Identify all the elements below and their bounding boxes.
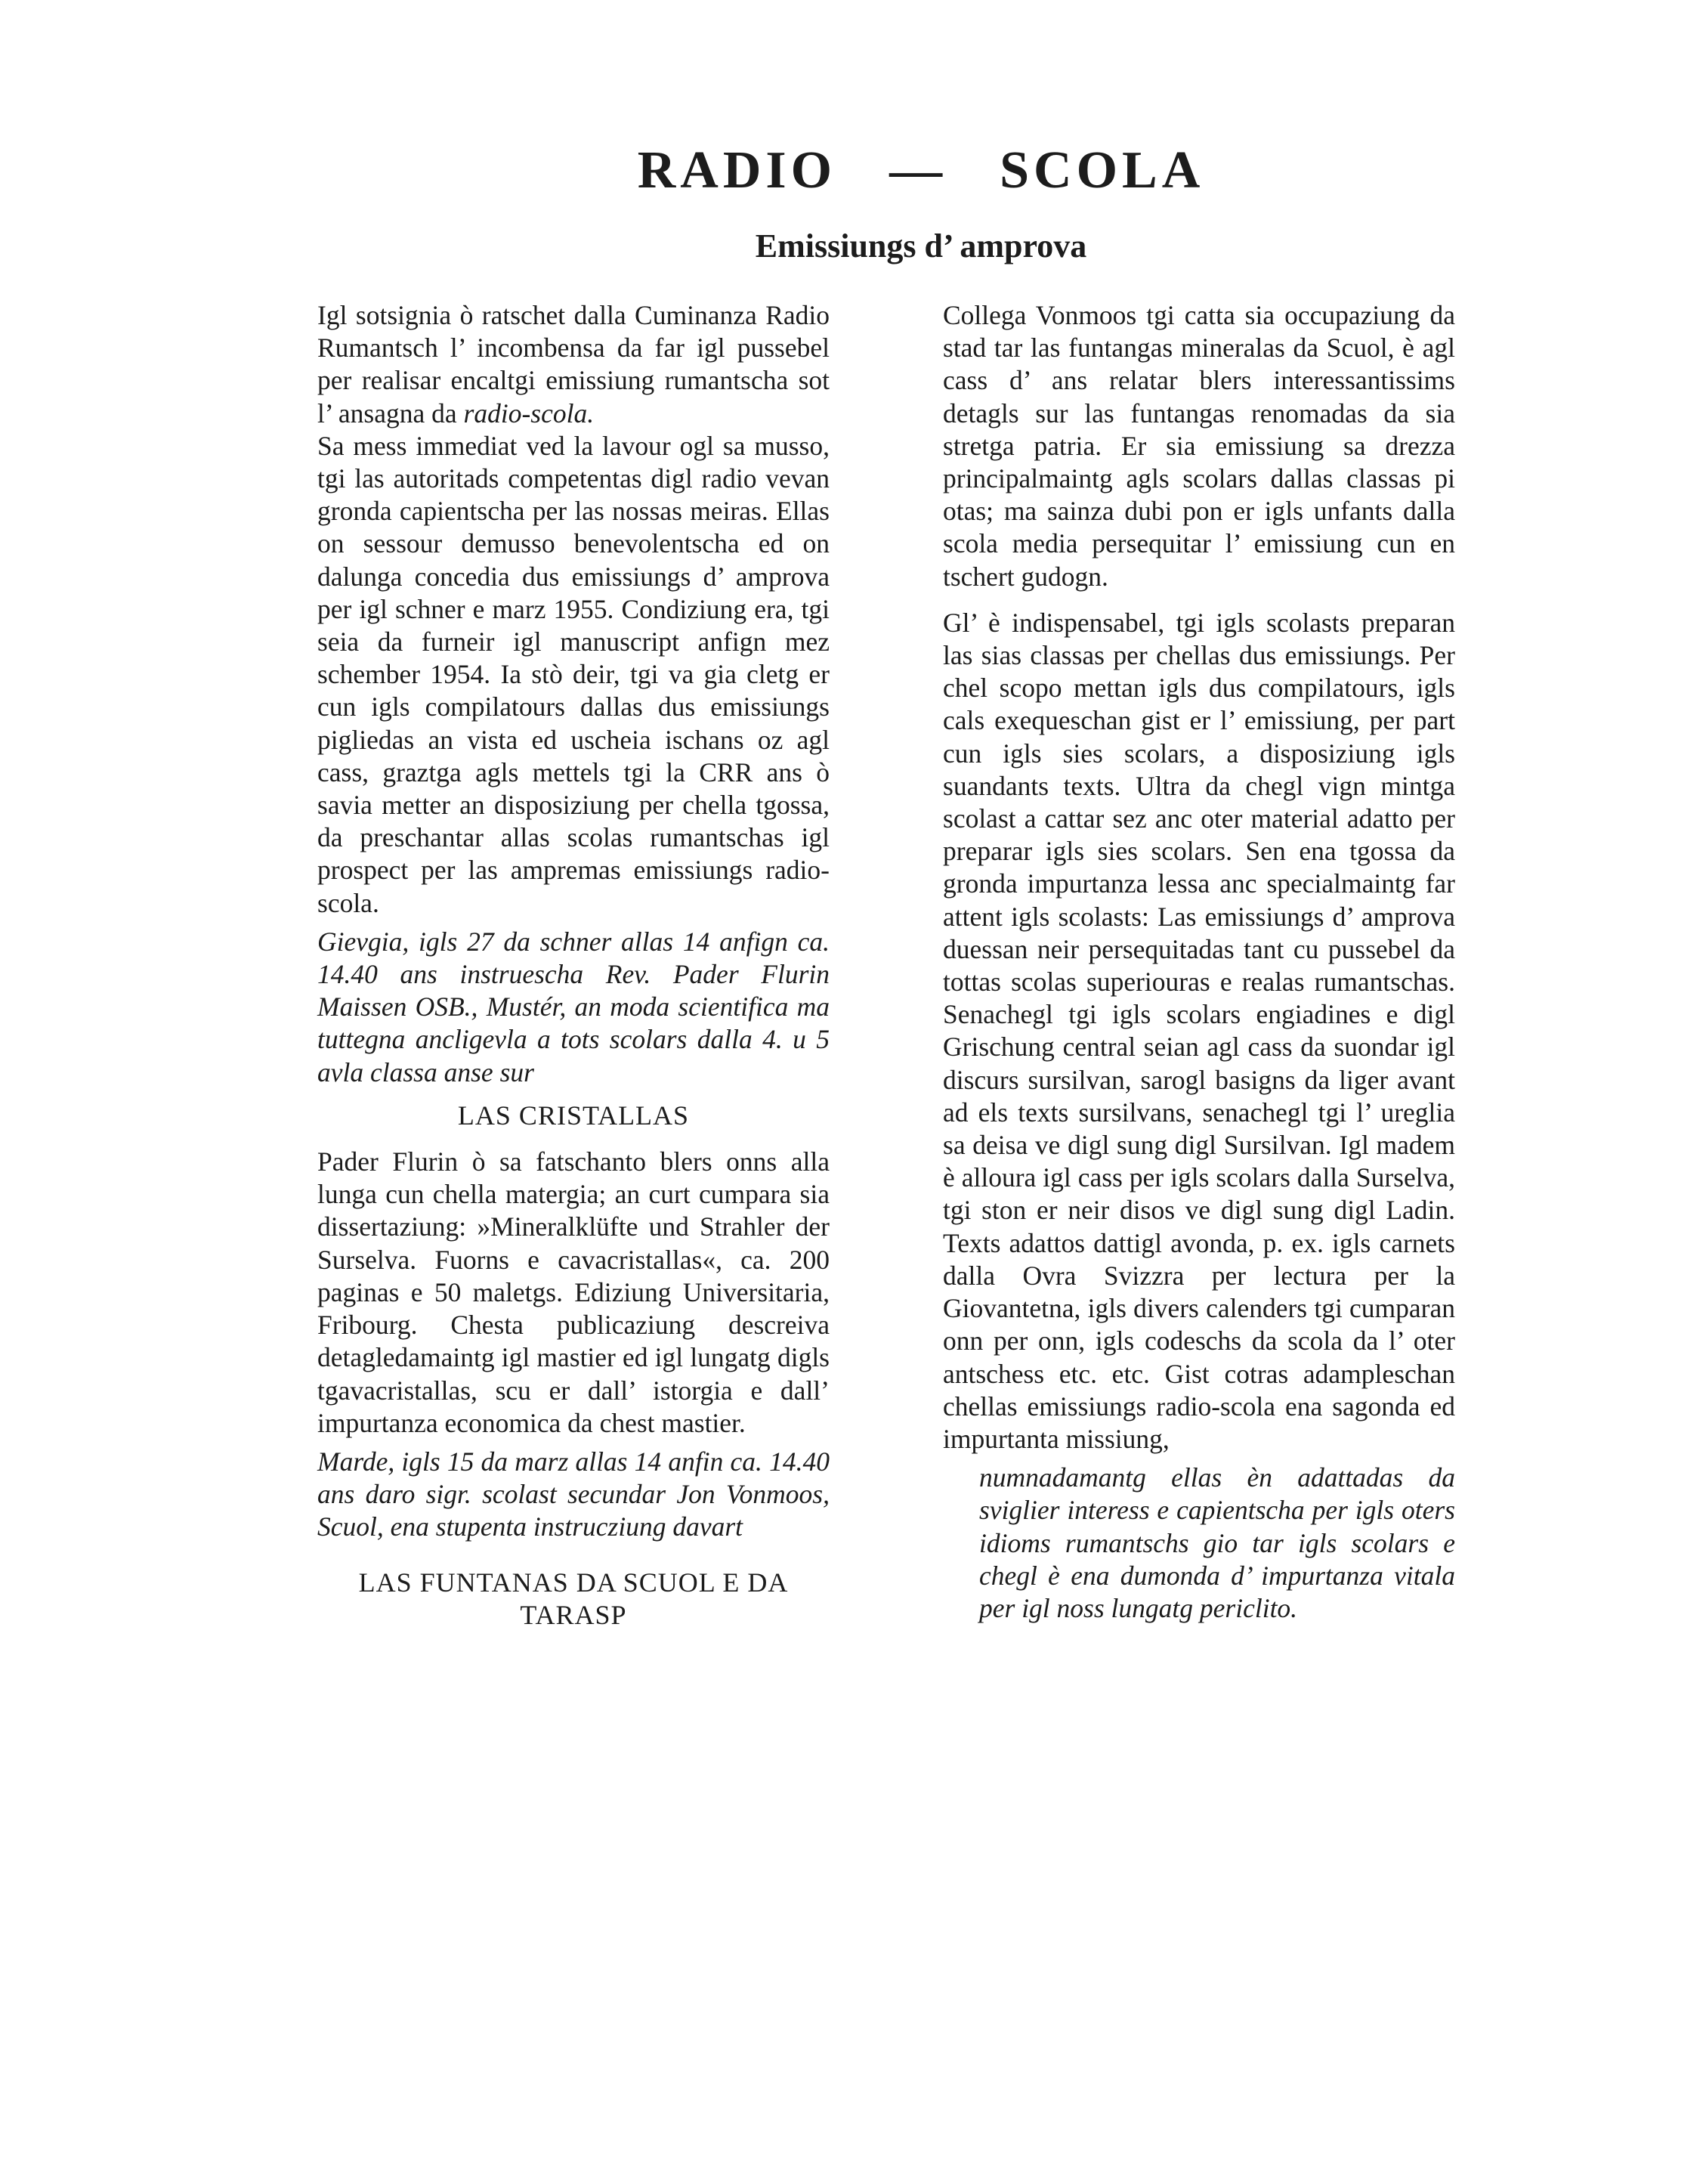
broadcast-one-topic: LAS CRISTALLAS xyxy=(457,1100,690,1131)
broadcast-two-topic: LAS FUNTANAS DA SCUOL E DA TARASP xyxy=(358,1567,789,1630)
broadcast-one-announcement: Gievgia, igls 27 da schner allas 14 anfign ca. 14.40 ans instruescha Rev. Pader Flurin Maissen OSB., Mustér, an moda scientifica ma tuttegna ancligevla a tots scolars dalla 4. u 5 avla classa anse sur xyxy=(317,926,830,1087)
closing-italic: numnadamantg ellas èn adattadas da sviglier interess e capientscha per igls oters idioms rumantschs gio tar igls scolars e chegl è ena dumonda d’ impurtanza vitala per igl noss lungatg periclito. xyxy=(979,1462,1455,1623)
intro-text: Igl sotsignia ò ratschet dalla Cuminanza Radio Rumantsch l’ incombensa da far igl pussebel per realisar encaltgi emissiung rumantscha sot l’ ansagna da xyxy=(317,300,830,428)
title-dash: — xyxy=(889,141,947,200)
paragraph-vonmoos: Collega Vonmoos tgi catta sia occupaziung da stad tar las funtangas mineralas da Scuol, è agl cass d’ ans relatar blers interessantissims detagls sur las funtangas renomadas da sia stretga patria. Er sia emissiung sa drezza principalmaintg agls scolars dallas classas pi otas; ma sainza dubi pon er igls unfants dalla scola media persequitar l’ emissiung cun en tschert gudogn. xyxy=(943,300,1455,592)
right-column xyxy=(943,299,1455,1625)
paragraph-pader-flurin: Pader Flurin ò sa fatschanto blers onns alla lunga cun chella matergia; an curt cumpara sia dissertaziung: »Mineralklüfte und Strahler der Surselva. Fuorns e cavacristallas«, ca. 200 paginas e 50 maletgs. Ediziung Universitaria, Fribourg. Chesta publicaziung descreiva detagledamaintg igl mastier ed igl lungatg digls tgavacristallas, scu er dall’ istorgia e dall’ impurtanza economica da chest mastier. xyxy=(317,1146,830,1438)
paragraph-authorities: Sa mess immediat ved la lavour ogl sa musso, tgi las autoritads competentas digl radio vevan gronda capientscha per las nossas meiras. Ellas on sessour demusso benevolentscha ed on dalunga concedia dus emissiungs d’ amprova per igl schner e marz 1955. Condiziung era, tgi seia da furneir igl manuscript anfign mez schember 1954. Ia stò deir, tgi va gia cletg er cun igls compilatours dallas dus emissiungs pigliedas an vista ed uscheia ischans oz agl cass, graztga agls mettels tgi la CRR ans ò savia metter an disposiziung per chella tgossa, da preschantar allas scolas rumantschas igl prospect per las ampremas emissiungs radio-scola. xyxy=(317,430,830,918)
intro-paragraph xyxy=(317,299,830,430)
broadcast-two-announcement: Marde, igls 15 da marz allas 14 anfin ca. 14.40 ans daro sigr. scolast secundar Jon Vonmoos, Scuol, ena stupenta instrucziung davart xyxy=(317,1446,830,1542)
left-column xyxy=(317,299,830,1645)
intro-italic: radio-scola. xyxy=(463,398,595,428)
paragraph-teachers: Gl’ è indispensabel, tgi igls scolasts preparan las sias classas per chellas dus emissiungs. Per chel scopo mettan igls dus compilatours, igls cals exequeschan gist er l’ emissiung, per part cun igls sies scolars, a disposiziung igls suandants texts. Ultra da chegl vign mintga scolast a cattar sez anc oter material adatto per preparar igls sies scolars. Sen ena tgossa da gronda impurtanza lessa anc specialmaintg far attent igls scolasts: Las emissiungs d’ amprova duessan neir persequitadas tant cu pussebel da tottas scolas superiouras e realas rumantschas. Senachegl tgi igls scolars engiadines e digl Grischung central seian agl cass da suondar igl discurs sursilvan, sarogl basigns da liger avant ad els texts sursilvans, senachegl tgi l’ ureglia sa deisa ve digl sung digl Sursilvan. Igl madem è alloura igl cass per igls scolars dalla Surselva, tgi ston er neir disos ve digl sung digl Ladin. Texts adattos dattigl avonda, p. ex. igls carnets dalla Ovra Svizzra per lectura per la Giovantetna, igls divers calenders tgi cumparan onn per onn, igls codeschs da scola da l’ oter antschess etc. etc. Gist cotras adampleschan chellas emissiungs radio-scola ena sagonda ed impurtanta missiung, xyxy=(943,607,1455,1454)
title-scola: SCOLA xyxy=(1000,141,1205,200)
title-radio: RADIO xyxy=(637,141,837,200)
page-title xyxy=(0,141,1706,201)
page-subtitle: Emissiungs d’ amprova xyxy=(755,227,1087,264)
